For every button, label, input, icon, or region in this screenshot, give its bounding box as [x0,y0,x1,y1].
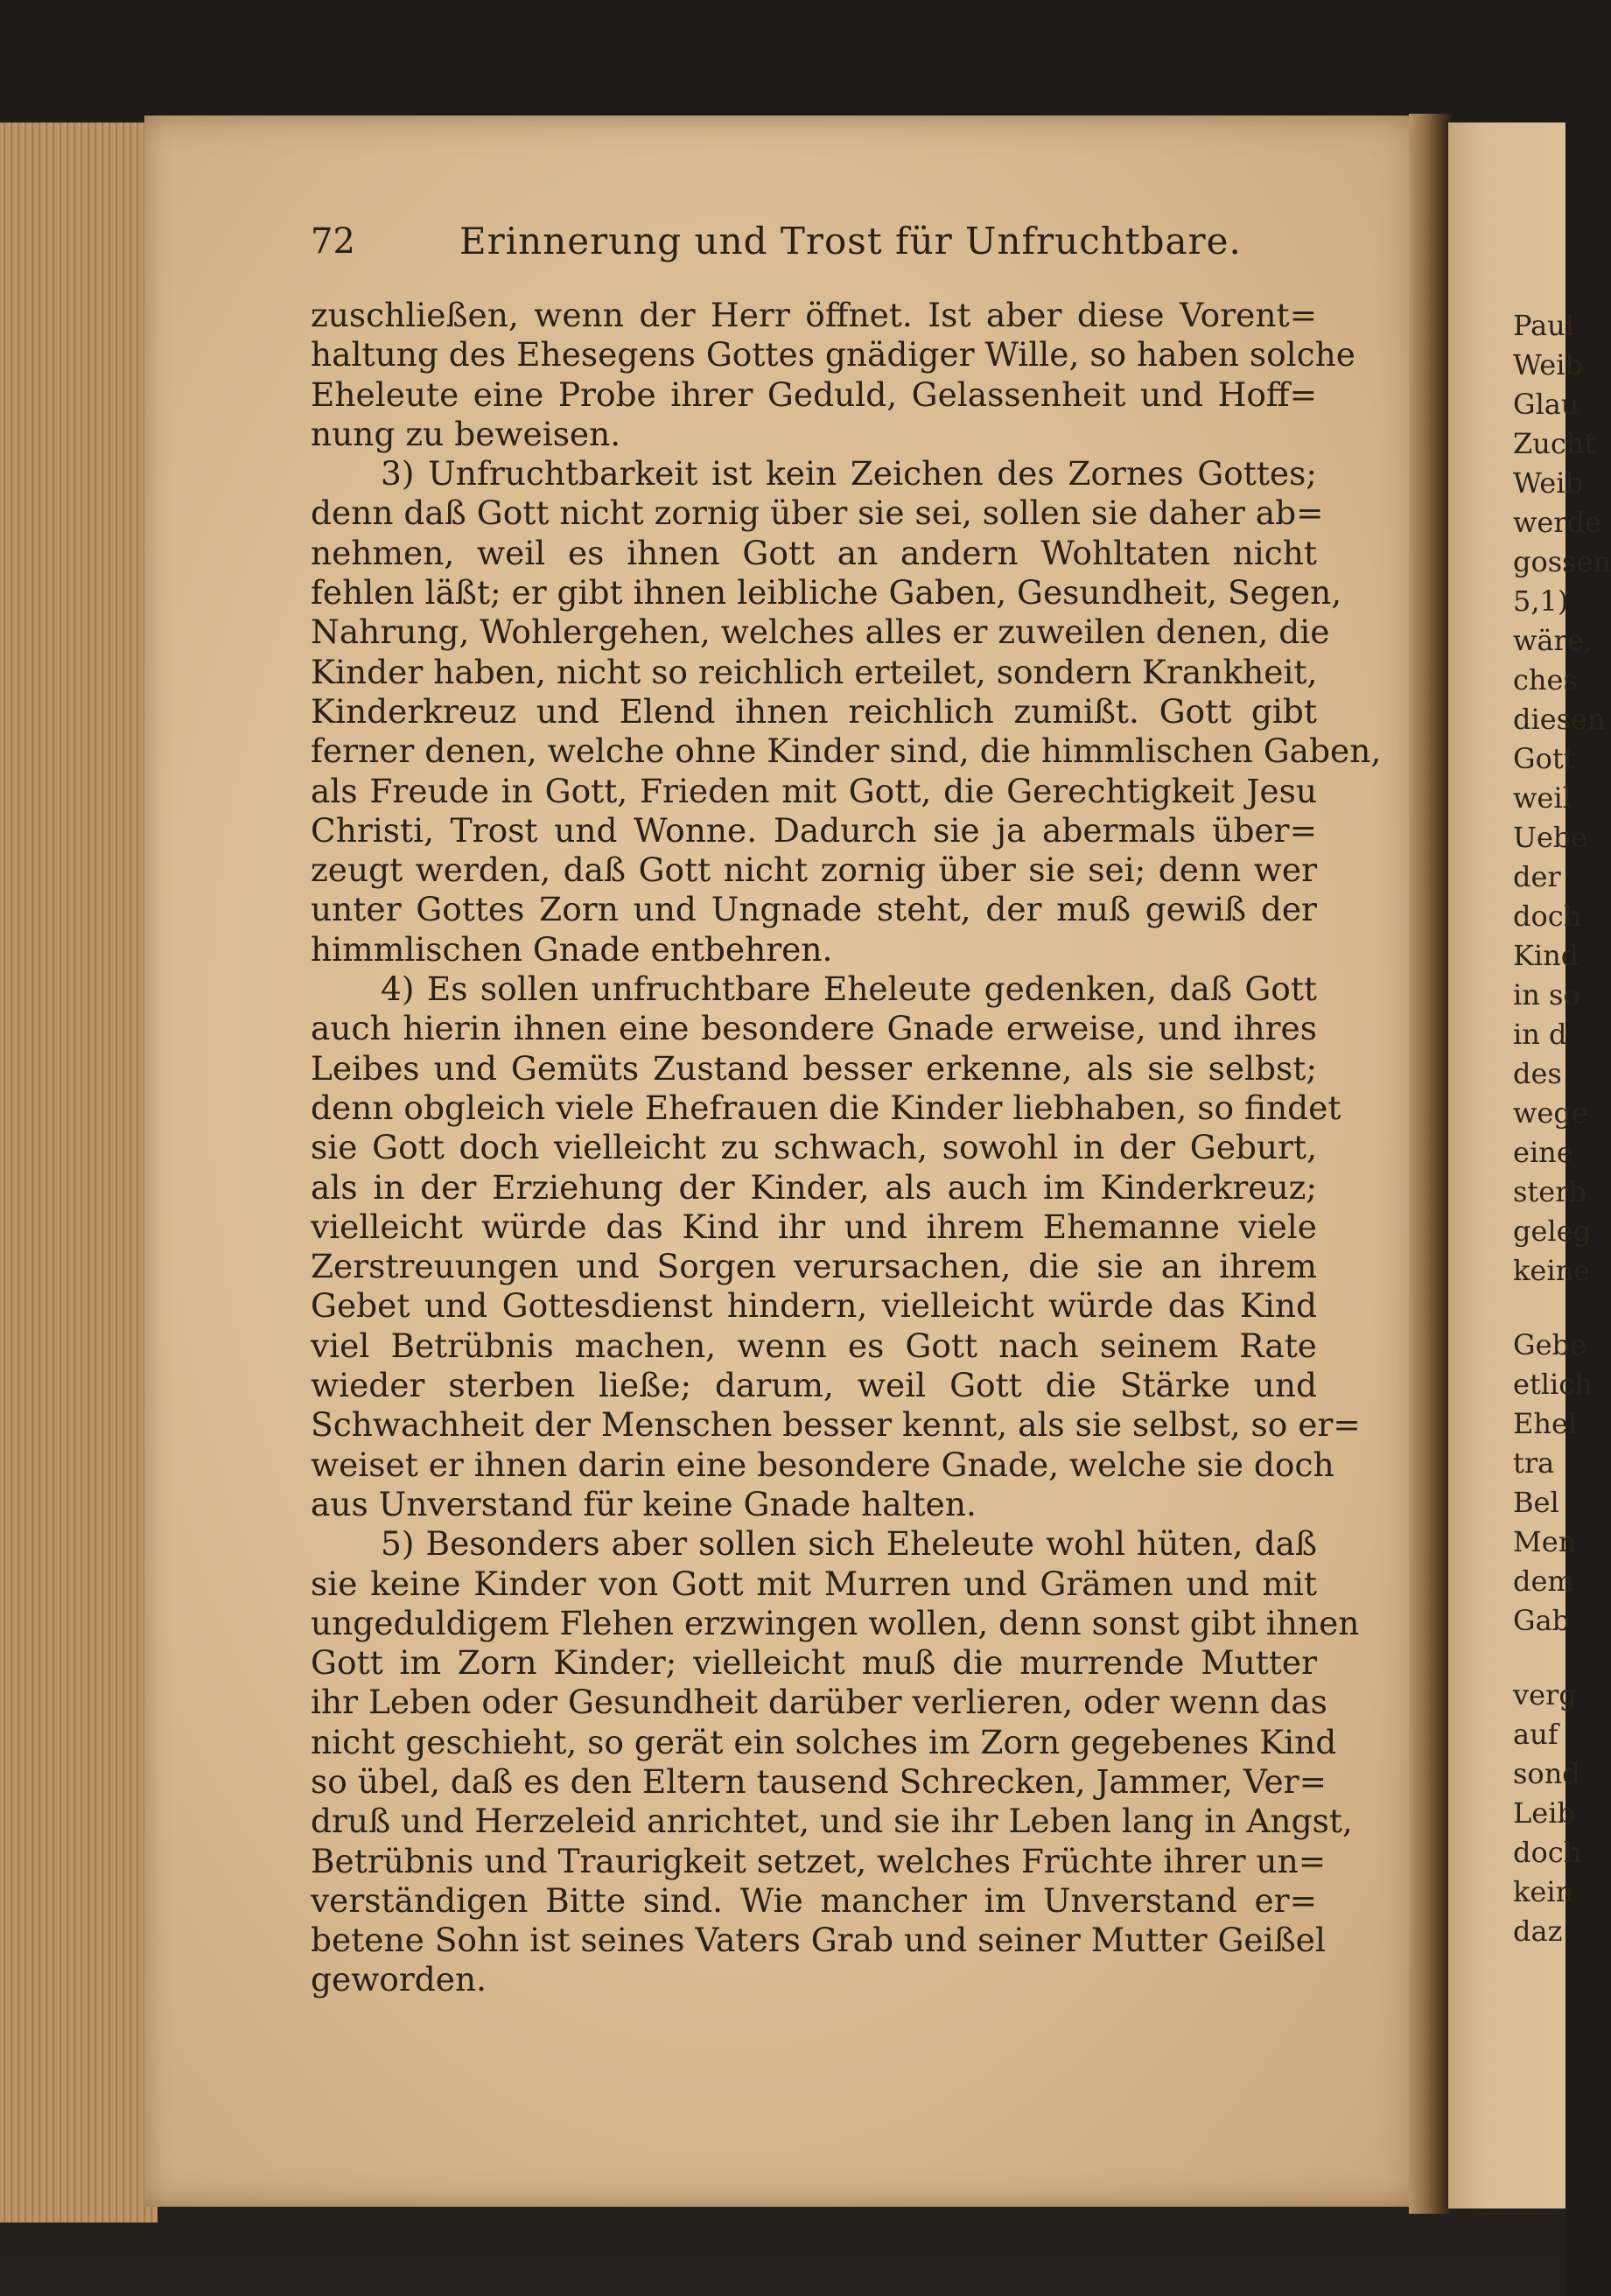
facing-page-fragment: weil [1513,781,1572,815]
text-line: unter Gottes Zorn und Ungnade steht, der muß gewiß der [311,890,1317,929]
facing-page-fragment: Gab [1513,1604,1571,1637]
facing-page-fragment: der [1513,860,1561,893]
text-line: auch hierin ihnen eine besondere Gnade erweise, und ihres [311,1009,1317,1048]
text-line: denn daß Gott nicht zornig über sie sei, sollen sie daher ab= [311,494,1324,533]
facing-page-fragment: doch [1513,900,1582,933]
paragraph-4-start: 4) Es sollen unfruchtbare Eheleute gedenken, daß Gott [381,970,1317,1009]
page-edge-left [0,122,158,2222]
facing-page-fragment: tra [1513,1446,1555,1480]
text-line: druß und Herzeleid anrichtet, und sie ihr Leben lang in Angst, [311,1802,1353,1841]
facing-page [1448,122,1611,2208]
facing-page-fragment: daz [1513,1914,1563,1948]
facing-page-fragment: Uebe [1513,821,1588,854]
text-line: zuschließen, wenn der Herr öffnet. Ist aber diese Vorent= [311,296,1317,334]
text-line: ungeduldigem Flehen erzwingen wollen, denn sonst gibt ihnen [311,1603,1360,1642]
text-line: ihr Leben oder Gesundheit darüber verlieren, oder wenn das [311,1683,1327,1722]
facing-page-fragment: gossen [1513,545,1611,578]
facing-page-fragment: verg [1513,1678,1577,1712]
text-line: geworden. [311,1960,487,1999]
facing-page-fragment: Men [1513,1525,1577,1558]
text-line: Kinder haben, nicht so reichlich erteilet, sondern Krankheit, [311,652,1318,691]
book-gutter [1409,114,1451,2214]
running-title: Erinnerung und Trost für Unfruchtbare. [459,220,1242,262]
text-line: Eheleute eine Probe ihrer Geduld, Gelassenheit und Hoff= [311,374,1317,414]
text-line: fehlen läßt; er gibt ihnen leibliche Gaben, Gesundheit, Segen, [311,573,1342,612]
text-line: zeugt werden, daß Gott nicht zornig über sie sei; denn wer [311,850,1317,890]
facing-page-fragment: diesen [1513,703,1606,736]
text-line: aus Unverstand für keine Gnade halten. [311,1484,977,1523]
facing-page-fragment: wege [1513,1096,1588,1130]
text-line: Kinderkreuz und Elend ihnen reichlich zumißt. Gott gibt [311,691,1317,731]
facing-page-fragment: Leib [1513,1796,1575,1830]
facing-page-fragment: in d [1513,1018,1567,1051]
text-line: als Freude in Gott, Frieden mit Gott, die Gerechtigkeit Jesu [311,771,1317,810]
text-line: sie keine Kinder von Gott mit Murren und Grämen und mit [311,1564,1317,1603]
facing-page-fragment: Glau [1513,388,1579,421]
facing-page-fragment: doch [1513,1836,1582,1869]
facing-page-fragment: 5,1) [1513,584,1569,618]
text-line: Christi, Trost und Wonne. Dadurch sie ja abermals über= [311,810,1317,850]
facing-page-fragment: Kind [1513,939,1579,972]
text-line: nung zu beweisen. [311,414,621,453]
facing-page-fragment: sterb [1513,1175,1586,1208]
text-line: Schwachheit der Menschen besser kennt, als sie selbst, so er= [311,1405,1361,1445]
facing-page-fragment: des [1513,1057,1562,1090]
text-line: Leibes und Gemüts Zustand besser erkenne, als sie selbst; [311,1048,1317,1088]
page-number: 72 [311,221,355,262]
facing-page-fragment: Paul [1513,309,1575,342]
text-line: denn obgleich viele Ehefrauen die Kinder liebhaben, so findet [311,1088,1341,1127]
facing-page-fragment: werde [1513,506,1602,539]
text-line: als in der Erziehung der Kinder, als auch im Kinderkreuz; [311,1167,1317,1207]
facing-page-fragment: auf [1513,1718,1558,1751]
text-line: weiset er ihnen darin eine besondere Gnade, welche sie doch [311,1445,1334,1484]
facing-page-fragment: Bel [1513,1486,1559,1519]
facing-page-fragment: kein [1513,1875,1574,1908]
text-line: vielleicht würde das Kind ihr und ihrem Ehemanne viele [311,1207,1317,1246]
text-line: so übel, daß es den Eltern tausend Schrecken, Jammer, Ver= [311,1761,1327,1801]
text-line: verständigen Bitte sind. Wie mancher im Unverstand er= [311,1880,1317,1920]
page-header [311,215,1317,268]
facing-page-fragment: eine [1513,1136,1573,1169]
text-line: sie Gott doch vielleicht zu schwach, sowohl in der Geburt, [311,1128,1317,1167]
text-line: himmlischen Gnade entbehren. [311,929,833,969]
facing-page-fragment: Weib [1513,466,1583,500]
facing-page-fragment: etlich [1513,1368,1593,1401]
text-line: nicht geschieht, so gerät ein solches im Zorn gegebenes Kind [311,1722,1337,1761]
text-line: Betrübnis und Traurigkeit setzet, welches Früchte ihrer un= [311,1841,1327,1880]
facing-page-fragment: in so [1513,978,1580,1012]
text-line: wieder sterben ließe; darum, weil Gott die Stärke und [311,1366,1317,1405]
text-line: viel Betrübnis machen, wenn es Gott nach seinem Rate [311,1326,1317,1365]
text-line: nehmen, weil es ihnen Gott an andern Wohltaten nicht [311,533,1317,572]
facing-page-fragment: Gebe [1513,1328,1586,1362]
facing-page-fragment: dem [1513,1564,1574,1598]
text-line: haltung des Ehesegens Gottes gnädiger Wille, so haben solche [311,335,1355,374]
facing-page-fragment: keine [1513,1254,1591,1287]
facing-page-fragment: Weib [1513,348,1583,382]
facing-page-fragment: ches [1513,663,1578,696]
facing-page-fragment: Gott [1513,742,1575,775]
body-text [311,296,1382,2000]
facing-page-fragment: wäre, [1513,624,1593,657]
text-line: Zerstreuungen und Sorgen verursachen, die sie an ihrem [311,1247,1317,1286]
facing-page-fragment: geleg [1513,1214,1592,1248]
paragraph-3-start: 3) Unfruchtbarkeit ist kein Zeichen des Zornes Gottes; [381,454,1317,494]
text-line: Gott im Zorn Kinder; vielleicht muß die murrende Mutter [311,1643,1317,1683]
text-line: ferner denen, welche ohne Kinder sind, die himmlischen Gaben, [311,732,1382,771]
facing-page-fragment: Zucht [1513,427,1596,460]
text-line: Nahrung, Wohlergehen, welches alles er zuweilen denen, die [311,612,1330,652]
text-line: Gebet und Gottesdienst hindern, vielleicht würde das Kind [311,1286,1317,1326]
facing-page-fragment: sond [1513,1757,1580,1790]
text-line: betene Sohn ist seines Vaters Grab und seiner Mutter Geißel [311,1921,1326,1960]
facing-page-fragment: Ehel [1513,1407,1578,1440]
paragraph-5-start: 5) Besonders aber sollen sich Eheleute wohl hüten, daß [381,1524,1317,1564]
